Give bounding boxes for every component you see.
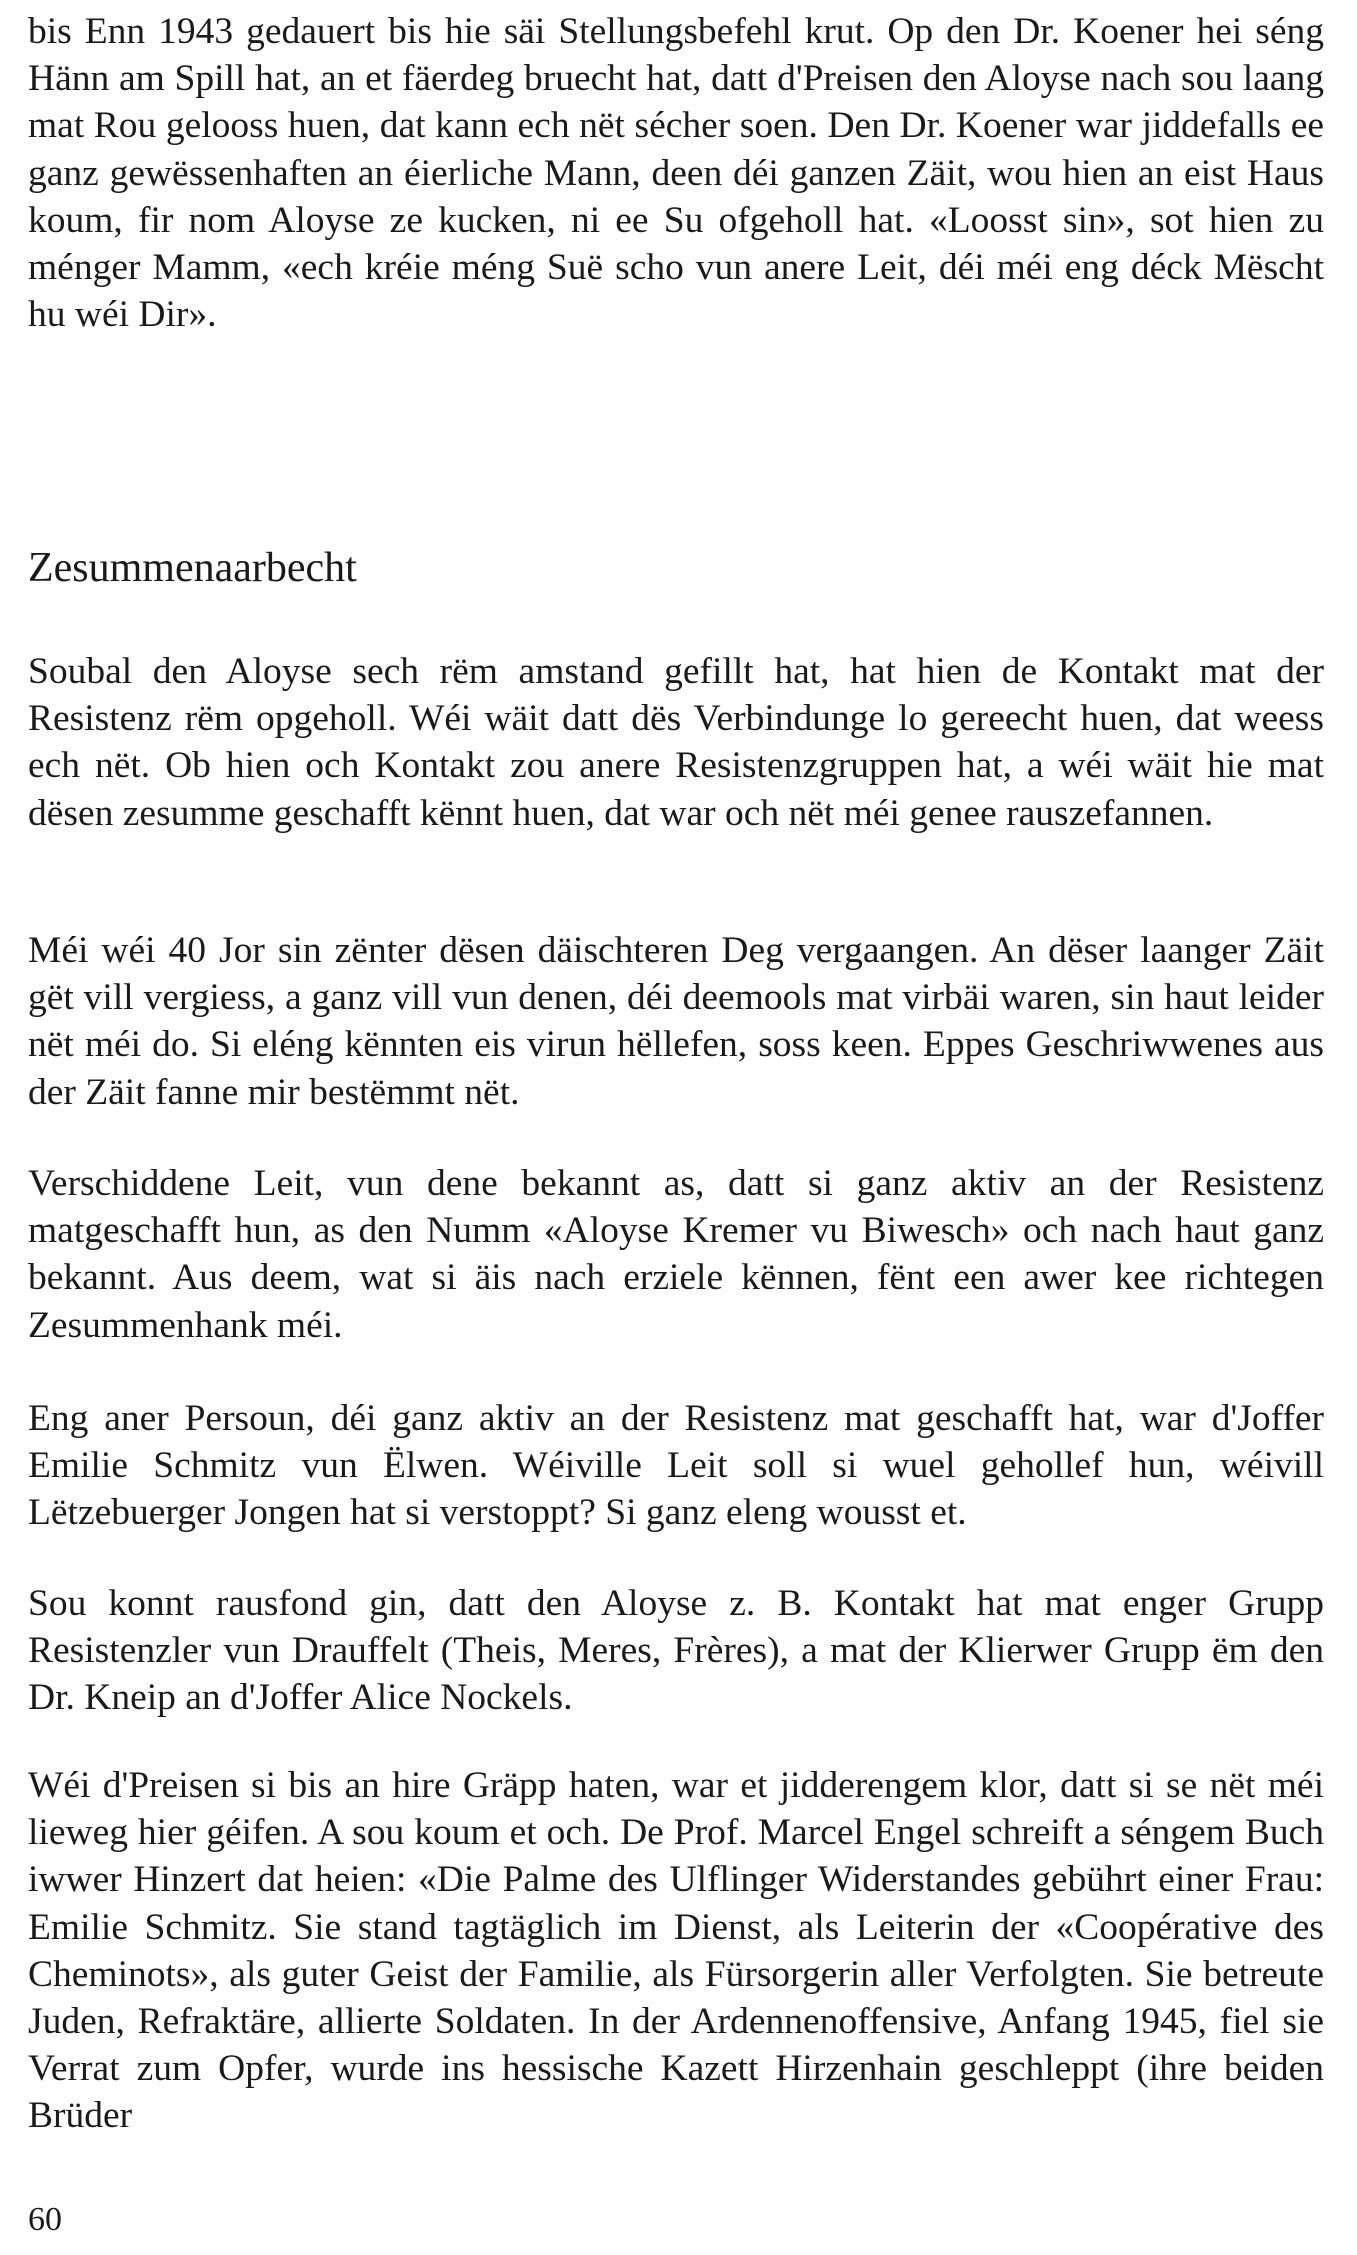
paragraph-2: Méi wéi 40 Jor sin zënter dësen däischteren Deg vergaangen. An dëser laanger Zäit gët vill vergiess, a ganz vill vun denen, déi deemools mat virbäi waren, sin haut leider nët méi do. Si eléng kënnten eis virun hëllefen, soss keen. Eppes Geschriwwenes aus der Zäit fanne mir bestëmmt nët.: [28, 930, 1324, 1113]
paragraph-4: Eng aner Persoun, déi ganz aktiv an der Resistenz mat geschafft hat, war d'Joffer Emilie Schmitz vun Ëlwen. Wéiville Leit soll si wuel gehollef hun, wéivill Lëtzebuerger Jongen hat si verstoppt? Si ganz eleng wousst et.: [28, 1398, 1324, 1534]
section-heading: Zesummenaarbecht: [28, 545, 357, 591]
paragraph-3: Verschiddene Leit, vun dene bekannt as, datt si ganz aktiv an der Resistenz matgeschafft hun, as den Numm «Aloyse Kremer vu Biwesch» och nach haut ganz bekannt. Aus deem, wat si äis nach erziele kënnen, fënt een awer kee richtegen Zesummenhank méi.: [28, 1163, 1324, 1346]
paragraph-1: Soubal den Aloyse sech rëm amstand gefillt hat, hat hien de Kontakt mat der Resistenz rëm opgeholl. Wéi wäit datt dës Verbindunge lo gereecht huen, dat weess ech nët. Ob hien och Kontakt zou anere Resistenzgruppen hat, a wéi wäit hie mat dësen zesumme geschafft kënnt huen, dat war och nët méi genee rauszefannen.: [28, 651, 1324, 834]
document-page: [28, 0, 1324, 2255]
paragraph-6: Wéi d'Preisen si bis an hire Gräpp haten, war et jidderengem klor, datt si se nët méi lieweg hier géifen. A sou koum et och. De Prof. Marcel Engel schreift a séngem Buch iwwer Hinzert dat heien: «Die Palme des Ulflinger Widerstandes gebührt einer Frau: Emilie Schmitz. Sie stand tagtäglich im Dienst, als Leiterin der «Coopérative des Cheminots», als guter Geist der Familie, als Fürsorgerin aller Verfolgten. Sie betreute Juden, Refraktäre, allierte Soldaten. In der Ardennenoffensive, Anfang 1945, fiel sie Verrat zum Opfer, wurde ins hessische Kazett Hirzenhain geschleppt (ihre beiden Brüder: [28, 1765, 1324, 2137]
paragraph-5: Sou konnt rausfond gin, datt den Aloyse z. B. Kontakt hat mat enger Grupp Resistenzler vun Drauffelt (Theis, Meres, Frères), a mat der Klierwer Grupp ëm den Dr. Kneip an d'Joffer Alice Nockels.: [28, 1583, 1324, 1719]
paragraph-intro: bis Enn 1943 gedauert bis hie säi Stellungsbefehl krut. Op den Dr. Koener hei séng Hänn am Spill hat, an et fäerdeg bruecht hat, datt d'Preisen den Aloyse nach sou laang mat Rou gelooss huen, dat kann ech nët sécher soen. Den Dr. Koener war jiddefalls ee ganz gewëssenhaften an éierliche Mann, deen déi ganzen Zäit, wou hien an eist Haus koum, fir nom Aloyse ze kucken, ni ee Su ofgeholl hat. «Loosst sin», sot hien zu ménger Mamm, «ech kréie méng Suë scho vun anere Leit, déi méi eng déck Mëscht hu wéi Dir».: [28, 11, 1324, 336]
page-number: 60: [28, 2201, 62, 2238]
